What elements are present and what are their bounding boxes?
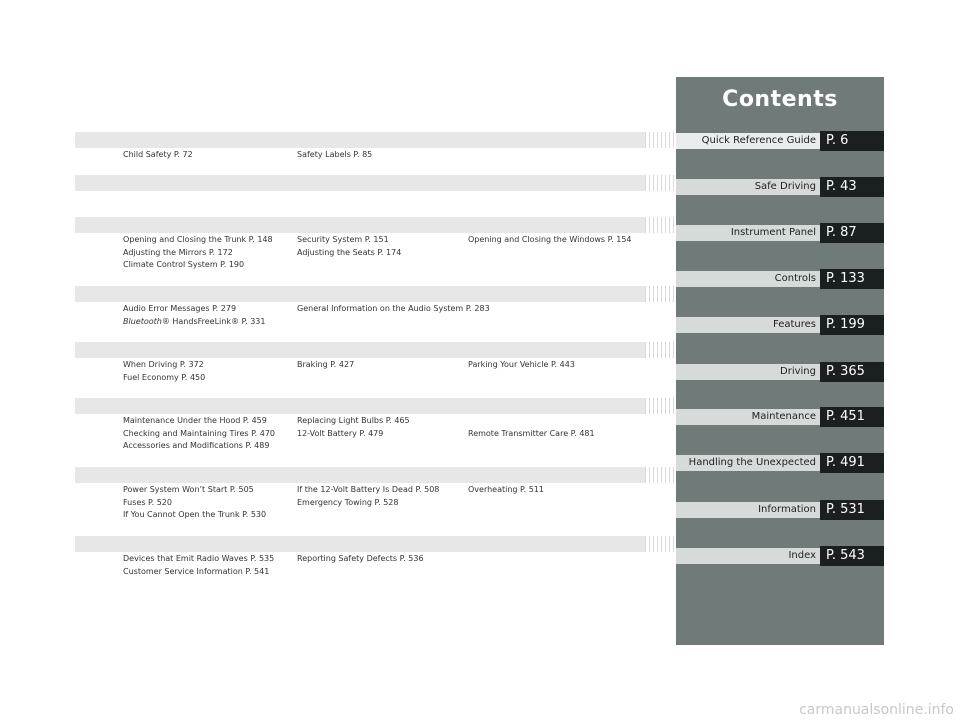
- nav-item-handling-the-unexpected[interactable]: [676, 453, 884, 473]
- nav-item-instrument-panel[interactable]: [676, 223, 884, 243]
- nav-item-page: P. 6: [820, 131, 884, 151]
- contents-entry-link[interactable]: Checking and Maintaining Tires P. 470: [123, 428, 276, 438]
- nav-item-index[interactable]: [676, 546, 884, 566]
- contents-entry-link[interactable]: If You Cannot Open the Trunk P. 530: [123, 510, 267, 519]
- entry-line: [123, 303, 663, 316]
- entry-line: [123, 259, 663, 272]
- contents-entry-link[interactable]: Climate Control System P. 190: [123, 260, 245, 269]
- contents-entry-link[interactable]: Reporting Safety Defects P. 536: [297, 554, 424, 563]
- section-header-band[interactable]: [75, 342, 645, 358]
- nav-item-safe-driving[interactable]: [676, 177, 884, 197]
- page-title: Contents: [722, 87, 838, 112]
- section-entries: [123, 484, 663, 522]
- contents-entry-link[interactable]: Braking P. 427: [297, 360, 355, 369]
- entry-line: [123, 149, 663, 162]
- contents-entry-link[interactable]: Accessories and Modifications P. 489: [123, 441, 270, 450]
- entry-line: [123, 566, 663, 579]
- nav-item-page: P. 531: [820, 500, 884, 520]
- nav-item-label: Driving: [676, 364, 820, 380]
- entry-line: [123, 440, 663, 453]
- nav-item-label: Features: [676, 317, 820, 333]
- nav-item-maintenance[interactable]: [676, 407, 884, 427]
- section-arrow-decoration: [645, 175, 675, 191]
- section-entries: [123, 149, 663, 162]
- nav-item-page: P. 543: [820, 546, 884, 566]
- entry-line: [123, 316, 663, 329]
- entry-line: [123, 247, 663, 260]
- entry-line: [123, 428, 663, 441]
- section-header-band[interactable]: [75, 467, 645, 483]
- contents-entry-link[interactable]: Adjusting the Mirrors P. 172: [123, 247, 233, 257]
- nav-item-label: Handling the Unexpected: [676, 455, 820, 471]
- nav-item-label: Instrument Panel: [676, 225, 820, 241]
- contents-entry-link[interactable]: Parking Your Vehicle P. 443: [468, 360, 575, 369]
- contents-entry-link[interactable]: When Driving P. 372: [123, 360, 204, 369]
- entry-line: [123, 359, 663, 372]
- contents-entry-link[interactable]: Audio Error Messages P. 279: [123, 304, 237, 313]
- nav-item-page: P. 491: [820, 453, 884, 473]
- contents-entry-link[interactable]: Fuses P. 520: [123, 497, 172, 507]
- contents-entry-link[interactable]: Safety Labels P. 85: [297, 150, 373, 159]
- section-arrow-decoration: [645, 132, 675, 148]
- section-arrow-decoration: [645, 217, 675, 233]
- section-header-band[interactable]: [75, 286, 645, 302]
- section-entries: [123, 415, 663, 453]
- entry-line: [123, 484, 663, 497]
- contents-entry-link[interactable]: Replacing Light Bulbs P. 465: [297, 416, 410, 425]
- contents-entry-link[interactable]: Security System P. 151: [297, 235, 389, 244]
- section-header-band[interactable]: [75, 217, 645, 233]
- contents-entry-link[interactable]: Bluetooth® HandsFreeLink® P. 331: [123, 316, 266, 326]
- nav-item-label: Maintenance: [676, 409, 820, 425]
- contents-entry-link[interactable]: Overheating P. 511: [468, 485, 544, 494]
- nav-item-information[interactable]: [676, 500, 884, 520]
- nav-item-label: Controls: [676, 271, 820, 287]
- entry-line: [123, 497, 663, 510]
- nav-item-label: Quick Reference Guide: [676, 133, 820, 149]
- contents-entry-link[interactable]: If the 12-Volt Battery Is Dead P. 508: [297, 485, 440, 494]
- contents-entry-link[interactable]: Devices that Emit Radio Waves P. 535: [123, 554, 275, 563]
- contents-entry-link[interactable]: Child Safety P. 72: [123, 150, 193, 159]
- section-header-band[interactable]: [75, 132, 645, 148]
- section-entries: [123, 234, 663, 272]
- nav-item-driving[interactable]: [676, 362, 884, 382]
- nav-item-label: Information: [676, 502, 820, 518]
- contents-entry-link[interactable]: Opening and Closing the Windows P. 154: [468, 235, 632, 244]
- contents-entry-link[interactable]: General Information on the Audio System P. 283: [297, 304, 490, 313]
- section-arrow-decoration: [645, 342, 675, 358]
- nav-item-label: Index: [676, 548, 820, 564]
- nav-item-quick-reference-guide[interactable]: [676, 131, 884, 151]
- nav-item-page: P. 43: [820, 177, 884, 197]
- section-arrow-decoration: [645, 536, 675, 552]
- entry-line: [123, 553, 663, 566]
- nav-item-label: Safe Driving: [676, 179, 820, 195]
- entry-line: [123, 234, 663, 247]
- entry-line: [123, 509, 663, 522]
- nav-item-page: P. 451: [820, 407, 884, 427]
- nav-item-page: P. 199: [820, 315, 884, 335]
- section-arrow-decoration: [645, 286, 675, 302]
- section-entries: [123, 553, 663, 578]
- nav-item-page: P. 365: [820, 362, 884, 382]
- watermark-text: carmanualsonline.info: [799, 702, 954, 718]
- nav-item-controls[interactable]: [676, 269, 884, 289]
- nav-item-features[interactable]: [676, 315, 884, 335]
- contents-entry-link[interactable]: Customer Service Information P. 541: [123, 566, 270, 576]
- section-entries: [123, 359, 663, 384]
- section-arrow-decoration: [645, 398, 675, 414]
- entry-line: [123, 415, 663, 428]
- nav-item-page: P. 133: [820, 269, 884, 289]
- contents-entry-link[interactable]: Opening and Closing the Trunk P. 148: [123, 235, 273, 244]
- section-header-band[interactable]: [75, 398, 645, 414]
- contents-entry-link[interactable]: Remote Transmitter Care P. 481: [468, 428, 595, 438]
- nav-item-page: P. 87: [820, 223, 884, 243]
- entry-line: [123, 372, 663, 385]
- contents-entry-link[interactable]: Maintenance Under the Hood P. 459: [123, 416, 267, 425]
- contents-entry-link[interactable]: Emergency Towing P. 528: [297, 497, 399, 507]
- section-header-band[interactable]: [75, 536, 645, 552]
- contents-entry-link[interactable]: Fuel Economy P. 450: [123, 372, 206, 382]
- contents-entry-link[interactable]: Power System Won’t Start P. 505: [123, 485, 254, 494]
- contents-entry-link[interactable]: Adjusting the Seats P. 174: [297, 247, 402, 257]
- section-entries: [123, 303, 663, 328]
- section-arrow-decoration: [645, 467, 675, 483]
- contents-entry-link[interactable]: 12-Volt Battery P. 479: [297, 428, 384, 438]
- section-header-band[interactable]: [75, 175, 645, 191]
